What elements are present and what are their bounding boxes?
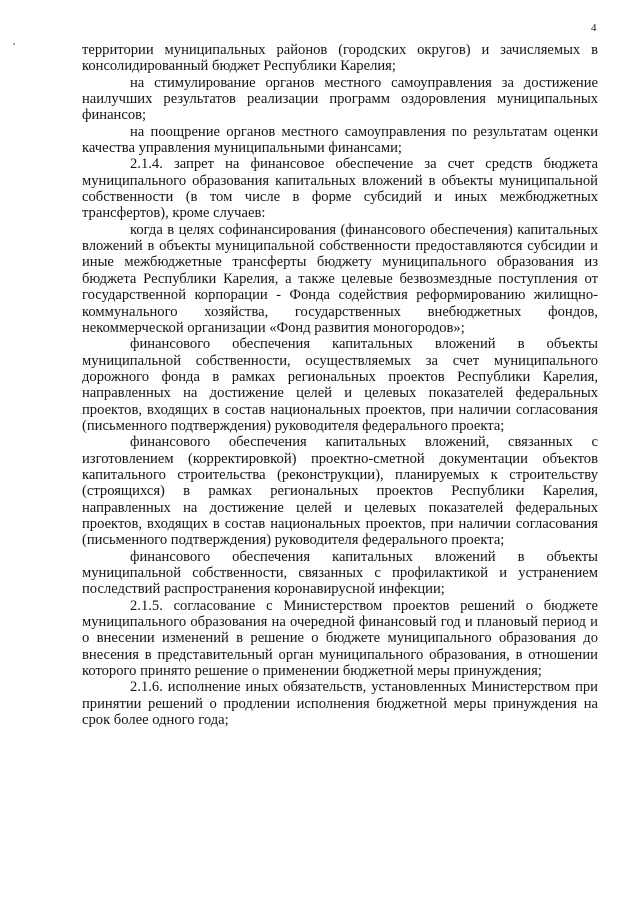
paragraph-continuation: территории муниципальных районов (городских округов) и зачисляемых в консолидированный бюджет Республики Карелия; [82, 42, 598, 75]
paragraph-encouragement: на поощрение органов местного самоуправления по результатам оценки качества управления муниципальными финансами; [82, 123, 598, 157]
paragraph-road-fund: финансового обеспечения капитальных вложений в объекты муниципальной собственности, осуществляемых за счет муниципального дорожного фонда в рамках региональных проектов Республики Карелия, направленных на достижение целей и целевых показателей федеральных проектов, входящих в состав национальных проектов, при наличии согласования (письменного подтверждения) руководителя федерального проекта; [82, 336, 598, 434]
scan-artifact [13, 43, 15, 45]
paragraph-2-1-4: 2.1.4. запрет на финансовое обеспечение за счет средств бюджета муниципального образования капитальных вложений в объекты муниципальной собственности (в том числе в форме субсидий и иных межбюджетных трансфертов), кроме случаев: [82, 156, 598, 222]
document-body [82, 42, 598, 728]
paragraph-2-1-5: 2.1.5. согласование с Министерством проектов решений о бюджете муниципального образования на очередной финансовый год и плановый период и о внесении изменений в решение о бюджете муниципального образования до внесения в представительный орган муниципального образования, в отношении которого принято решение о применении бюджетной меры принуждения; [82, 597, 598, 680]
paragraph-stimulation: на стимулирование органов местного самоуправления за достижение наилучших результатов реализации программ оздоровления муниципальных финансов; [82, 74, 598, 124]
paragraph-cofinancing: когда в целях софинансирования (финансового обеспечения) капитальных вложений в объекты муниципальной собственности предоставляются субсидии и иные межбюджетные трансферты бюджету муниципального образования из бюджета Республики Карелия, а также целевые безвозмездные поступления от государственной корпорации - Фонда содействия реформированию жилищно-коммунального хозяйства, государственных внебюджетных фондов, некоммерческой организации «Фонд развития моногородов»; [82, 221, 598, 336]
paragraph-design-documentation: финансового обеспечения капитальных вложений, связанных с изготовлением (корректировкой) проектно-сметной документации объектов капитального строительства (реконструкции), планируемых к строительству (строящихся) в рамках региональных проектов Республики Карелия, направленных на достижение целей и целевых показателей федеральных проектов, входящих в состав национальных проектов, при наличии согласования (письменного подтверждения) руководителя федерального проекта; [82, 434, 598, 549]
paragraph-2-1-6: 2.1.6. исполнение иных обязательств, установленных Министерством при принятии решений о продлении исполнения бюджетной меры принуждения на срок более одного года; [82, 679, 598, 729]
page-number: 4 [591, 22, 597, 34]
paragraph-coronavirus: финансового обеспечения капитальных вложений в объекты муниципальной собственности, связанных с профилактикой и устранением последствий распространения коронавирусной инфекции; [82, 548, 598, 598]
